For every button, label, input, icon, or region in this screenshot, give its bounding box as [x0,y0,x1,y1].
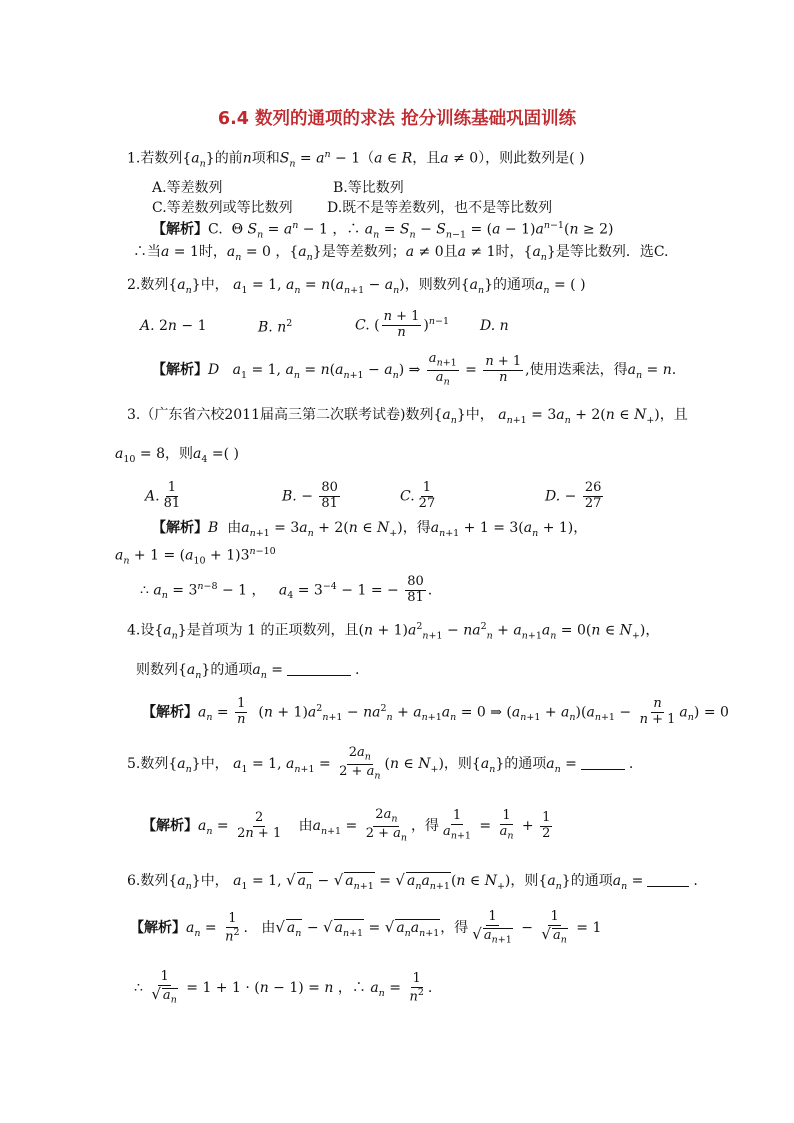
question-6-solution-result: ∴ $\frac{1}{√ a_n}$ = 1 + 1 · (n − 1) = n ，∴ $a_n$ = $\frac{1}{n^2}$ . [134,969,433,1006]
question-3-stem: 3.（广东省六校2011届高三第二次联考试卷)数列$\{a_n\}$中， $a_{n+1} = 3a_n + 2(n$ ∈ $N_+$)，且 [127,407,688,426]
question-3-solution: 【解析】B 由$a_{n+1} = 3a_n + 2(n$ ∈ $N_+$)，得$a_{n+1} + 1 = 3(a_n + 1)$， [152,520,588,539]
question-1-stem: 1.若数列$\{a_n\}$的前n项和$S_n = a^n - 1(a$ ∈ R，且a ≠ 0），则此数列是( ) [127,149,585,170]
answer-blank[interactable] [647,886,689,887]
question-2-option-d: D. n [480,318,509,334]
question-5-solution: 【解析】$a_n$ = $\frac{2}{2n + 1}$ 由$a_{n+1}$ = $\frac{2a_n}{2 + a_n}$ ，得 $\frac{1}{a_{n+1}}$ = $\frac{1}{a_n}$ + $\frac{1}{2}$ [142,807,551,844]
question-2-option-a: A. 2n − 1 [140,318,207,334]
question-3-solution-cont: $a_n + 1 = (a_{10} + 1)3^{n-10}$ [115,546,276,567]
question-6-solution: 【解析】$a_n$ = $\frac{1}{n^2}$ . 由√ $a_n$ − √ $a_{n+1}$ = √ $a_na_{n+1}$，得 $\frac{1}{√ a_{n+1}}$ − $\frac{1}{√ a_n}$ = 1 [130,909,602,946]
question-3-option-d: D. − $\frac{26}{27}$ [545,480,602,511]
question-2-solution: 【解析】D $a_1 = 1$, $a_n = n(a_{n+1} - a_n)$ ⇒ $\frac{a_{n+1}}{a_n}$ = $\frac{n + 1}{n}$ ,使用迭乘法，得$a_n = n$. [152,351,677,388]
question-1-option-c: C.等差数列或等比数列 [152,200,293,216]
question-1-option-b: B.等比数列 [333,180,404,196]
question-3-option-a: A. $\frac{1}{81}$ [145,480,181,511]
question-1-solution-cont: ∴当a = 1时，$a_n = 0$ ，$\{a_n\}$是等差数列；a ≠ 0且a ≠ 1时，$\{a_n\}$是等比数列．选C. [133,244,669,263]
question-2-stem: 2.数列$\{a_n\}$中， $a_1 = 1$, $a_n = n(a_{n+1} - a_n)$，则数列$\{a_n\}$的通项$a_n$ = ( ) [127,277,586,296]
question-5-stem: 5.数列$\{a_n\}$中， $a_1 = 1$, $a_{n+1}$ = $\frac{2a_n}{2 + a_n}$ (n ∈ $N_+$)，则$\{a_n\}$的通项$a_n$ = . [127,745,634,782]
answer-blank[interactable] [581,769,625,770]
question-2-option-b: B. $n^2$ [258,318,293,336]
question-3-solution-result: ∴ $a_n = 3^{n-8} - 1$ ， $a_4 = 3^{-4} - 1$ = − $\frac{80}{81}$ . [140,574,433,605]
question-4-stem: 4.设$\{a_n\}$是首项为 1 的正项数列，且$(n + 1)a^2_{n+1} - na^2_n + a_{n+1}a_n = 0(n$ ∈ $N_+$)， [127,621,660,642]
question-2-option-c: C. ( $\frac{n + 1}{n}$ )$^{n-1}$ [355,309,450,340]
question-3-option-b: B. − $\frac{80}{81}$ [282,480,338,511]
answer-blank[interactable] [287,675,351,676]
question-3-option-c: C. $\frac{1}{27}$ [400,480,436,511]
question-4-stem-cont: 则数列$\{a_n\}$的通项$a_n$ = . [136,662,360,681]
page-title: 6.4 数列的通项的求法 抢分训练基础巩固训练 [217,109,577,129]
question-3-stem-cont: $a_{10} = 8$，则$a_4$ =( ) [115,446,239,465]
question-4-solution: 【解析】$a_n$ = $\frac{1}{n}$ $(n + 1)a^2_{n+1} - na^2_n + a_{n+1}a_n = 0$ ⇒ $(a_{n+1} + a_n)(a_{n+1}$ − $\frac{n}{n + 1}$ $a_n) = 0$ [142,696,729,727]
question-1-option-a: A.等差数列 [152,180,223,196]
question-1-solution: 【解析】C. Θ $S_n = a^n - 1$ ，∴ $a_n = S_n - S_{n-1} = (a - 1)a^{n-1}(n \ge 2)$ [152,220,614,241]
question-6-stem: 6.数列$\{a_n\}$中， $a_1 = 1$, √ $a_n$ − √ $a_{n+1}$ = √ $a_na_{n+1}(n$ ∈ $N_+$)，则$\{a_n\}$的通项$a_n$ = . [127,871,698,892]
question-1-option-d: D.既不是等差数列，也不是等比数列 [327,200,553,216]
